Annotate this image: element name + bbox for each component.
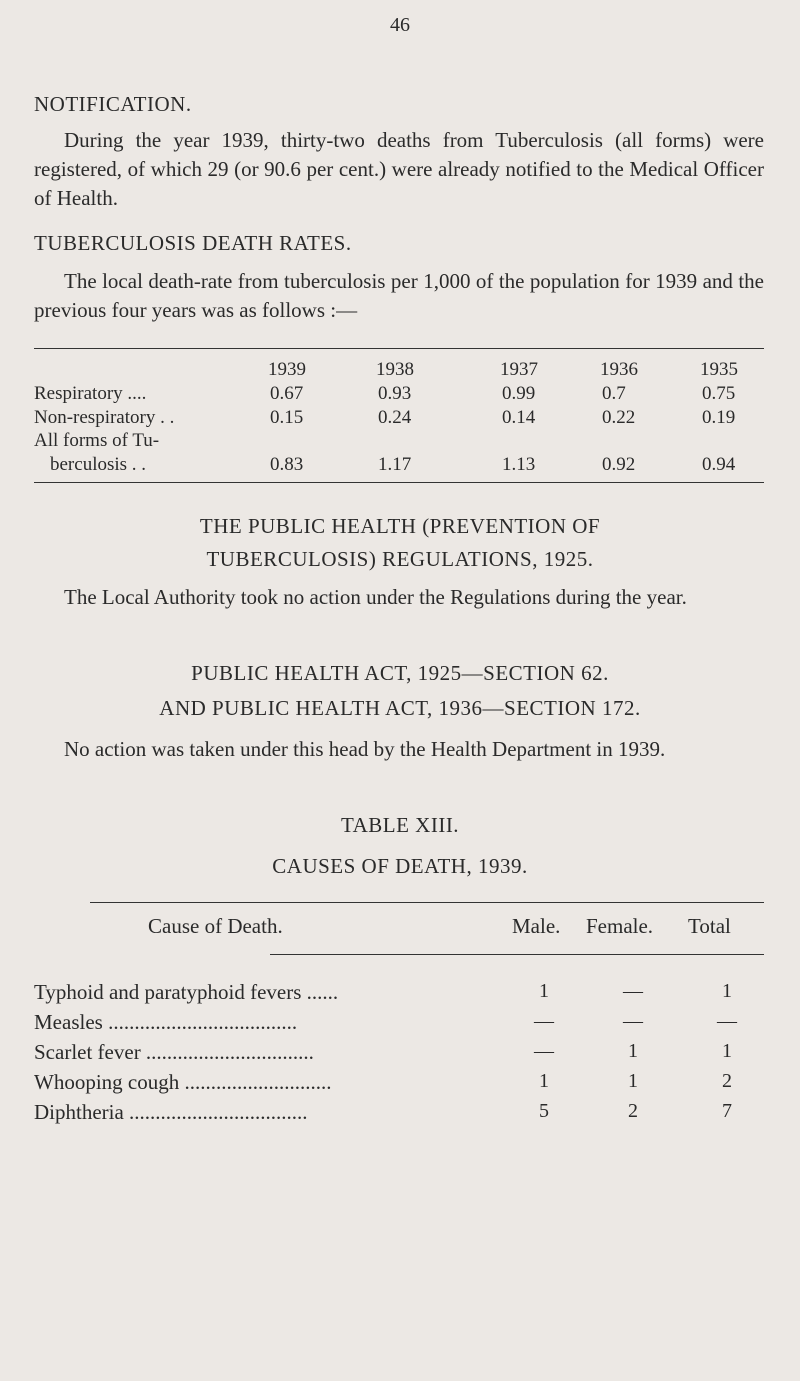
rates-row-label: Respiratory .... bbox=[34, 383, 147, 404]
rates-cell: 0.67 bbox=[270, 383, 304, 404]
table13-male: 1 bbox=[539, 1070, 549, 1092]
table13-female: 2 bbox=[628, 1100, 638, 1122]
table13-col-total: Total bbox=[688, 914, 731, 938]
notification-heading: NOTIFICATION. bbox=[34, 92, 192, 116]
table13-total: 2 bbox=[722, 1070, 732, 1092]
table13-cause: Measles .................................... bbox=[34, 1010, 298, 1034]
rates-row-label: berculosis . . bbox=[50, 454, 147, 475]
rates-cell: 0.99 bbox=[502, 383, 536, 404]
table13-cause: Whooping cough ............................ bbox=[34, 1070, 332, 1094]
rates-table-top-rule bbox=[34, 348, 764, 349]
table13-female: — bbox=[623, 980, 643, 1002]
rates-cell: 0.14 bbox=[502, 407, 536, 428]
rates-year-1938: 1938 bbox=[376, 359, 414, 380]
rates-cell: 1.17 bbox=[378, 454, 412, 475]
notification-paragraph bbox=[34, 126, 764, 213]
rates-cell: 0.24 bbox=[378, 407, 412, 428]
table13-col-cause: Cause of Death. bbox=[148, 914, 283, 938]
table13-female: — bbox=[623, 1010, 643, 1032]
rates-cell: 0.22 bbox=[602, 407, 636, 428]
table13-title: TABLE XIII. bbox=[340, 813, 460, 837]
table13-female: 1 bbox=[628, 1040, 638, 1062]
rates-cell: 0.15 bbox=[270, 407, 304, 428]
rates-cell: 0.92 bbox=[602, 454, 636, 475]
table13-female: 1 bbox=[628, 1070, 638, 1092]
table13-cause: Diphtheria .................................. bbox=[34, 1100, 308, 1124]
rates-year-1935: 1935 bbox=[700, 359, 738, 380]
regulations-heading-2: TUBERCULOSIS) REGULATIONS, 1925. bbox=[206, 547, 594, 571]
notification-text: During the year 1939, thirty-two deaths from Tuberculosis (all forms) were registered, of which 29 (or 90.6 per cent.) were already notified to the Medical Officer of Health. bbox=[34, 128, 764, 210]
death-rates-paragraph bbox=[34, 267, 764, 325]
death-rates-text: The local death-rate from tuberculosis per 1,000 of the population for 1939 and the previous four years was as follows :— bbox=[34, 269, 764, 322]
regulations-paragraph bbox=[34, 583, 764, 612]
table13-male: 1 bbox=[539, 980, 549, 1002]
act-paragraph bbox=[34, 735, 764, 764]
page-number: 46 bbox=[390, 14, 410, 36]
rates-year-1936: 1936 bbox=[600, 359, 638, 380]
table13-top-rule bbox=[90, 902, 764, 903]
rates-row-label: Non-respiratory . . bbox=[34, 407, 175, 428]
rates-year-1937: 1937 bbox=[500, 359, 538, 380]
rates-row-label: All forms of Tu- bbox=[34, 430, 160, 451]
table13-cause: Typhoid and paratyphoid fevers ...... bbox=[34, 980, 339, 1004]
table13-total: 1 bbox=[722, 980, 732, 1002]
table13-header-rule bbox=[270, 954, 764, 955]
table13-male: — bbox=[534, 1010, 554, 1032]
regulations-text: The Local Authority took no action under the Regulations during the year. bbox=[64, 585, 687, 609]
table13-subtitle: CAUSES OF DEATH, 1939. bbox=[272, 854, 528, 878]
table13-cause: Scarlet fever ................................ bbox=[34, 1040, 314, 1064]
table13-total: 1 bbox=[722, 1040, 732, 1062]
table13-total: — bbox=[717, 1010, 737, 1032]
table13-male: — bbox=[534, 1040, 554, 1062]
act-heading-1: PUBLIC HEALTH ACT, 1925—SECTION 62. bbox=[191, 661, 609, 685]
rates-cell: 1.13 bbox=[502, 454, 536, 475]
table13-total: 7 bbox=[722, 1100, 732, 1122]
death-rates-heading: TUBERCULOSIS DEATH RATES. bbox=[34, 231, 352, 255]
act-heading-2: AND PUBLIC HEALTH ACT, 1936—SECTION 172. bbox=[159, 696, 641, 720]
rates-cell: 0.93 bbox=[378, 383, 412, 404]
rates-year-1939: 1939 bbox=[268, 359, 306, 380]
rates-cell: 0.7 bbox=[602, 383, 626, 404]
act-text: No action was taken under this head by the Health Department in 1939. bbox=[64, 737, 666, 761]
table13-col-female: Female. bbox=[586, 914, 654, 938]
rates-table-bottom-rule bbox=[34, 482, 764, 483]
regulations-heading-1: THE PUBLIC HEALTH (PREVENTION OF bbox=[199, 514, 601, 538]
table13-male: 5 bbox=[539, 1100, 549, 1122]
rates-cell: 0.19 bbox=[702, 407, 736, 428]
rates-cell: 0.83 bbox=[270, 454, 304, 475]
rates-cell: 0.94 bbox=[702, 454, 736, 475]
rates-cell: 0.75 bbox=[702, 383, 736, 404]
table13-col-male: Male. bbox=[512, 914, 561, 938]
